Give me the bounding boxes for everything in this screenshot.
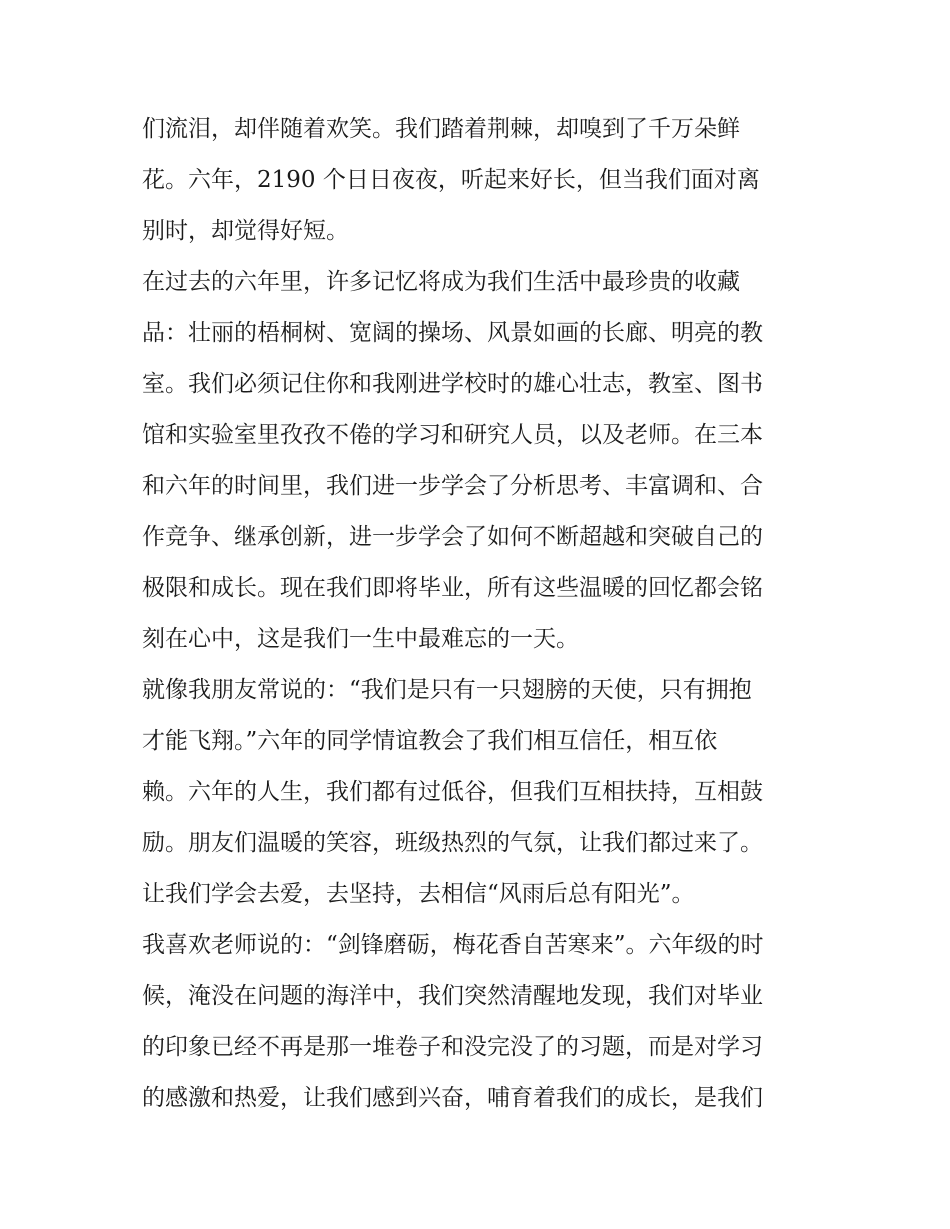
text-line: 就像我朋友常说的：“我们是只有一只翅膀的天使，只有拥抱 xyxy=(142,677,752,703)
text-line: 花。六年，2190 个日日夜夜，听起来好长，但当我们面对离 xyxy=(142,167,760,193)
text-line: 馆和实验室里孜孜不倦的学习和研究人员，以及老师。在三本 xyxy=(142,422,763,448)
text-line: 的印象已经不再是那一堆卷子和没完没了的习题，而是对学习 xyxy=(142,1034,763,1060)
text-line: 别时，却觉得好短。 xyxy=(142,218,349,244)
text-line: 励。朋友们温暖的笑容，班级热烈的气氛，让我们都过来了。 xyxy=(142,830,763,856)
text-line: 的感激和热爱，让我们感到兴奋，哺育着我们的成长，是我们 xyxy=(142,1085,763,1111)
text-line: 候，淹没在问题的海洋中，我们突然清醒地发现，我们对毕业 xyxy=(142,983,763,1009)
text-line: 赖。六年的人生，我们都有过低谷，但我们互相扶持，互相鼓 xyxy=(142,779,763,805)
text-line: 们流泪，却伴随着欢笑。我们踏着荆棘，却嗅到了千万朵鲜 xyxy=(142,116,740,142)
text-line: 让我们学会去爱，去坚持，去相信“风雨后总有阳光”。 xyxy=(142,881,695,907)
text-line: 极限和成长。现在我们即将毕业，所有这些温暖的回忆都会铭 xyxy=(142,575,763,601)
body-text xyxy=(142,104,822,1124)
text-line: 刻在心中，这是我们一生中最难忘的一天。 xyxy=(142,626,579,652)
text-line: 室。我们必须记住你和我刚进学校时的雄心壮志，教室、图书 xyxy=(142,371,763,397)
text-line: 品：壮丽的梧桐树、宽阔的操场、风景如画的长廊、明亮的教 xyxy=(142,320,763,346)
text-line: 我喜欢老师说的：“剑锋磨砺，梅花香自苦寒来”。六年级的时 xyxy=(142,932,764,958)
text-line: 在过去的六年里，许多记忆将成为我们生活中最珍贵的收藏 xyxy=(142,269,740,295)
text-line: 作竞争、继承创新，进一步学会了如何不断超越和突破自己的 xyxy=(142,524,763,550)
text-line: 和六年的时间里，我们进一步学会了分析思考、丰富调和、合 xyxy=(142,473,763,499)
text-line: 才能飞翔。”六年的同学情谊教会了我们相互信任，相互依 xyxy=(142,728,718,754)
